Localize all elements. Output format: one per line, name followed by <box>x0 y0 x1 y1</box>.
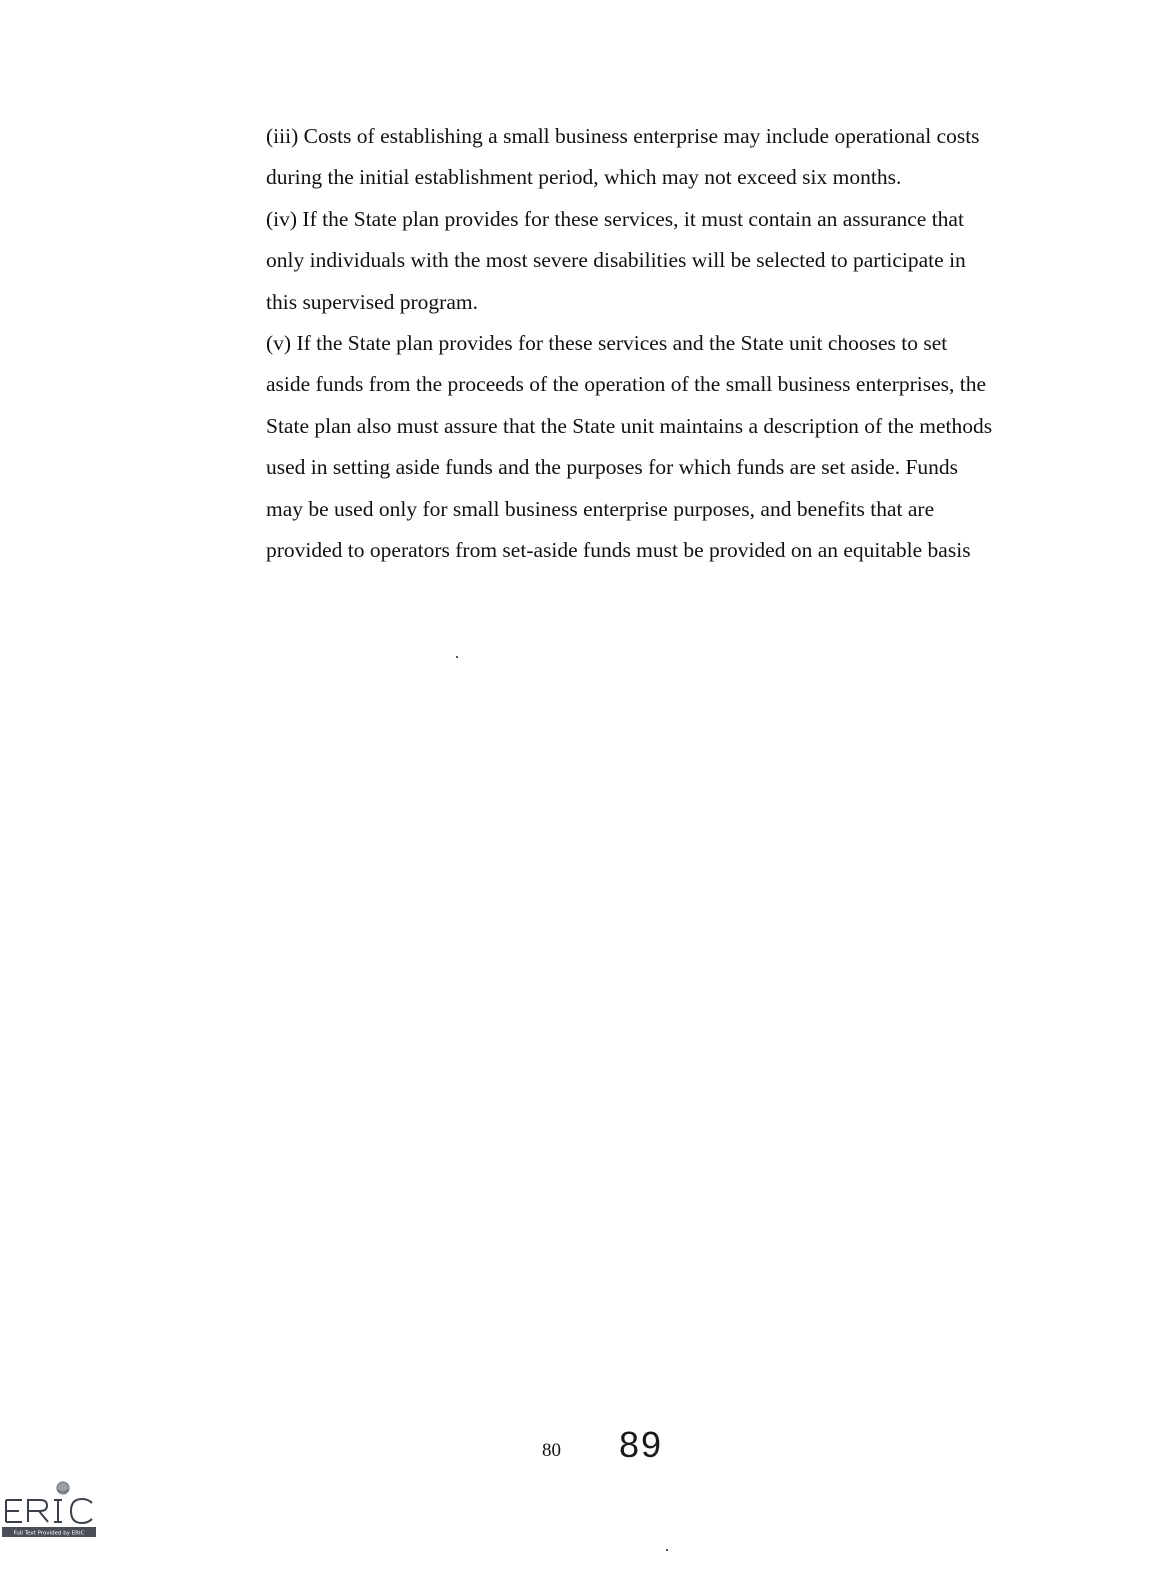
body-text <box>266 116 996 571</box>
fiche-number: 89 <box>619 1424 664 1465</box>
paragraph-iv: (iv) If the State plan provides for these services, it must contain an assurance that only individuals with the most severe disabilities will be selected to participate in this supervised program. <box>266 206 966 314</box>
paragraph-v: (v) If the State plan provides for these services and the State unit chooses to set aside funds from the proceeds of the operation of the small business enterprises, the State plan also must assure that the State unit maintains a description of the methods used in setting aside funds and the purposes for which funds are set aside. Funds may be used only for small business enterprise purposes, and benefits that are provided to operators from set-aside funds must be provided on an equitable basis <box>266 331 993 563</box>
scan-speck <box>456 656 458 658</box>
scan-speck <box>666 1549 668 1551</box>
paragraph-iii: (iii) Costs of establishing a small business enterprise may include operational costs during the initial establishment period, which may not exceed six months. <box>266 124 980 190</box>
eric-logo-mark <box>2 1482 96 1537</box>
eric-tagline: Full Text Provided by ERIC <box>13 1530 85 1537</box>
eric-logo <box>0 1478 98 1542</box>
page-number: 80 <box>542 1440 561 1461</box>
